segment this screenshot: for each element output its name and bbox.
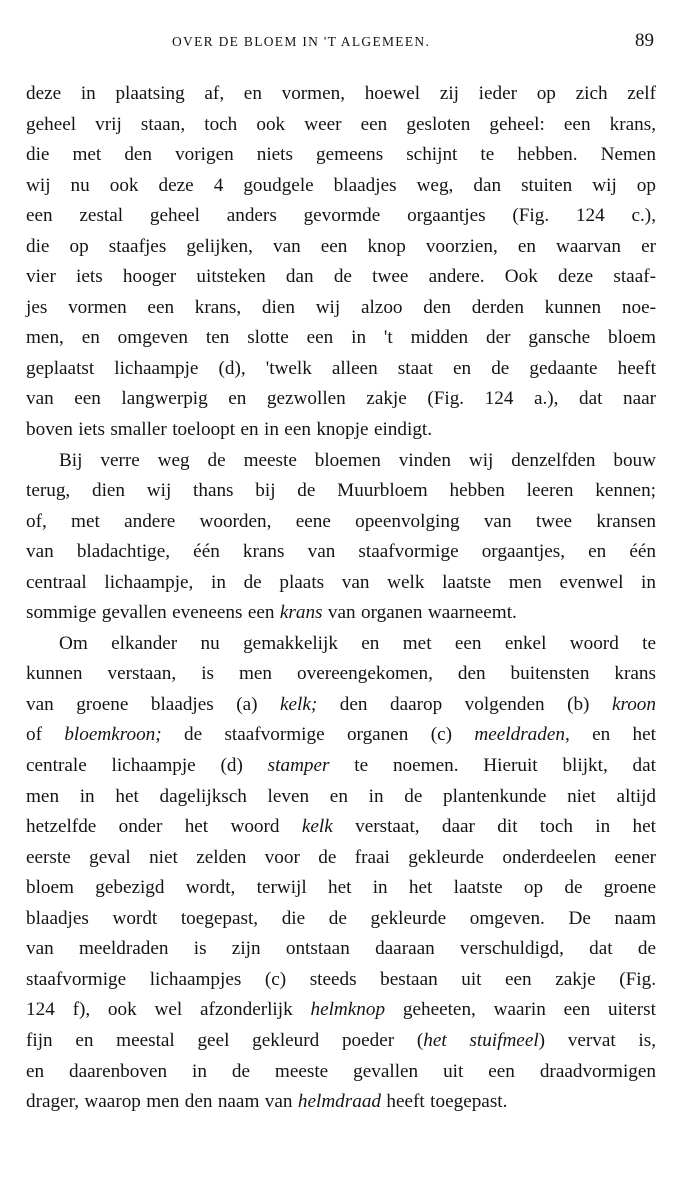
- text-run: jes vormen een krans, dien wij alzoo den derden kunnen noe-: [26, 296, 656, 318]
- text-line: [26, 537, 656, 568]
- running-head: OVER DE BLOEM IN 'T ALGEMEEN.: [172, 34, 431, 49]
- text-run: sommige gevallen eveneens een: [26, 602, 280, 624]
- text-run: geheeten, waarin een uiterst: [385, 999, 656, 1021]
- text-line: [26, 323, 656, 354]
- text-line: [26, 659, 656, 690]
- text-run: kunnen verstaan, is men overeengekomen, den buitensten krans: [26, 663, 656, 685]
- page-number: 89: [635, 30, 654, 51]
- italic-term: kelk: [301, 816, 333, 838]
- text-run: van bladachtige, één krans van staafvormige orgaantjes, en één: [26, 541, 656, 563]
- text-run: , en het: [564, 724, 656, 746]
- text-line: [26, 415, 656, 446]
- text-run: de staafvormige organen (c): [161, 724, 475, 746]
- text-line: [26, 171, 656, 202]
- text-line: [26, 140, 656, 171]
- paragraph: [26, 629, 656, 1118]
- text-run: die op staafjes gelijken, van een knop voorzien, en waarvan er: [26, 235, 656, 257]
- italic-term: meeldraden: [474, 724, 565, 746]
- page-body: [26, 79, 656, 1118]
- text-run: men in het dagelijksch leven en in de plantenkunde niet altijd: [26, 785, 656, 807]
- text-line: [26, 1057, 656, 1088]
- text-run: geplaatst lichaampje (d), 'twelk alleen staat en de gedaante heeft: [26, 357, 656, 379]
- text-line: [26, 201, 656, 232]
- text-run: van organen waarneemt.: [322, 602, 517, 624]
- text-line: [26, 507, 656, 538]
- text-run: of, met andere woorden, eene opeenvolging van twee kransen: [26, 510, 656, 532]
- text-run: of: [26, 724, 65, 746]
- text-line: [26, 812, 656, 843]
- italic-term: het stuifmeel: [423, 1029, 539, 1051]
- italic-term: bloemkroon;: [64, 724, 162, 746]
- text-line: [26, 965, 656, 996]
- text-run: fijn en meestal geel gekleurd poeder (: [26, 1029, 424, 1051]
- text-run: geheel vrij staan, toch ook weer een gesloten geheel: een krans,: [26, 113, 656, 135]
- text-run: van meeldraden is zijn ontstaan daaraan verschuldigd, dat de: [26, 938, 656, 960]
- text-line: [26, 598, 656, 629]
- text-line: [26, 782, 656, 813]
- text-line: [26, 110, 656, 141]
- text-line: [26, 79, 656, 110]
- italic-term: krans: [279, 602, 323, 624]
- text-run: een zestal geheel anders gevormde orgaantjes (Fig. 124 c.),: [26, 205, 656, 227]
- text-run: en daarenboven in de meeste gevallen uit een draadvormigen: [26, 1060, 656, 1082]
- text-line: [26, 262, 656, 293]
- italic-term: kelk;: [280, 693, 318, 715]
- text-line: [26, 720, 656, 751]
- italic-term: stamper: [267, 755, 330, 777]
- text-line: [26, 293, 656, 324]
- text-run: centrale lichaampje (d): [26, 755, 268, 777]
- text-run: vier iets hooger uitsteken dan de twee andere. Ook deze staaf-: [26, 266, 656, 288]
- text-line: [26, 934, 656, 965]
- text-run: blaadjes wordt toegepast, die de gekleurde omgeven. De naam: [26, 907, 656, 929]
- text-line: [26, 690, 656, 721]
- text-line: [26, 629, 656, 660]
- text-line: [26, 1026, 656, 1057]
- text-run: eerste geval niet zelden voor de fraai gekleurde onderdeelen eener: [26, 846, 656, 868]
- text-run: wij nu ook deze 4 goudgele blaadjes weg, dan stuiten wij op: [26, 174, 656, 196]
- text-line: [26, 904, 656, 935]
- text-run: staafvormige lichaampjes (c) steeds bestaan uit een zakje (Fig.: [26, 968, 656, 990]
- text-line: [26, 995, 656, 1026]
- text-run: ) vervat is,: [538, 1029, 656, 1051]
- text-run: men, en omgeven ten slotte een in 't midden der gansche bloem: [26, 327, 656, 349]
- text-run: Bij verre weg de meeste bloemen vinden wij denzelfden bouw: [59, 449, 656, 471]
- italic-term: kroon: [611, 693, 656, 715]
- text-line: [26, 232, 656, 263]
- text-line: [26, 1087, 656, 1118]
- text-run: Om elkander nu gemakkelijk en met een enkel woord te: [59, 632, 656, 654]
- text-run: boven iets smaller toeloopt en in een knopje eindigt.: [26, 419, 433, 441]
- paragraph: [26, 79, 656, 446]
- text-line: [26, 476, 656, 507]
- text-run: 124 f), ook wel afzonderlijk: [26, 999, 311, 1021]
- text-run: terug, dien wij thans bij de Muurbloem hebben leeren kennen;: [26, 480, 656, 502]
- text-run: drager, waarop men den naam van: [26, 1091, 298, 1113]
- italic-term: helmdraad: [297, 1091, 382, 1113]
- paragraph: [26, 446, 656, 629]
- text-run: te noemen. Hieruit blijkt, dat: [329, 755, 656, 777]
- text-run: verstaat, daar dit toch in het: [332, 816, 656, 838]
- text-run: hetzelfde onder het woord: [26, 816, 302, 838]
- page-header: [0, 30, 678, 56]
- text-run: bloem gebezigd wordt, terwijl het in het laatste op de groene: [26, 877, 656, 899]
- text-line: [26, 354, 656, 385]
- text-run: den daarop volgenden (b): [317, 693, 612, 715]
- text-run: van een langwerpig en gezwollen zakje (Fig. 124 a.), dat naar: [26, 388, 656, 410]
- text-run: deze in plaatsing af, en vormen, hoewel zij ieder op zich zelf: [26, 83, 656, 104]
- text-line: [26, 873, 656, 904]
- text-line: [26, 446, 656, 477]
- text-run: centraal lichaampje, in de plaats van welk laatste men evenwel in: [26, 571, 656, 593]
- text-run: die met den vorigen niets gemeens schijnt te hebben. Nemen: [26, 144, 656, 166]
- text-line: [26, 751, 656, 782]
- text-line: [26, 568, 656, 599]
- text-line: [26, 384, 656, 415]
- text-run: van groene blaadjes (a): [26, 693, 281, 715]
- italic-term: helmknop: [310, 999, 386, 1021]
- text-run: heeft toegepast.: [381, 1091, 508, 1113]
- text-line: [26, 843, 656, 874]
